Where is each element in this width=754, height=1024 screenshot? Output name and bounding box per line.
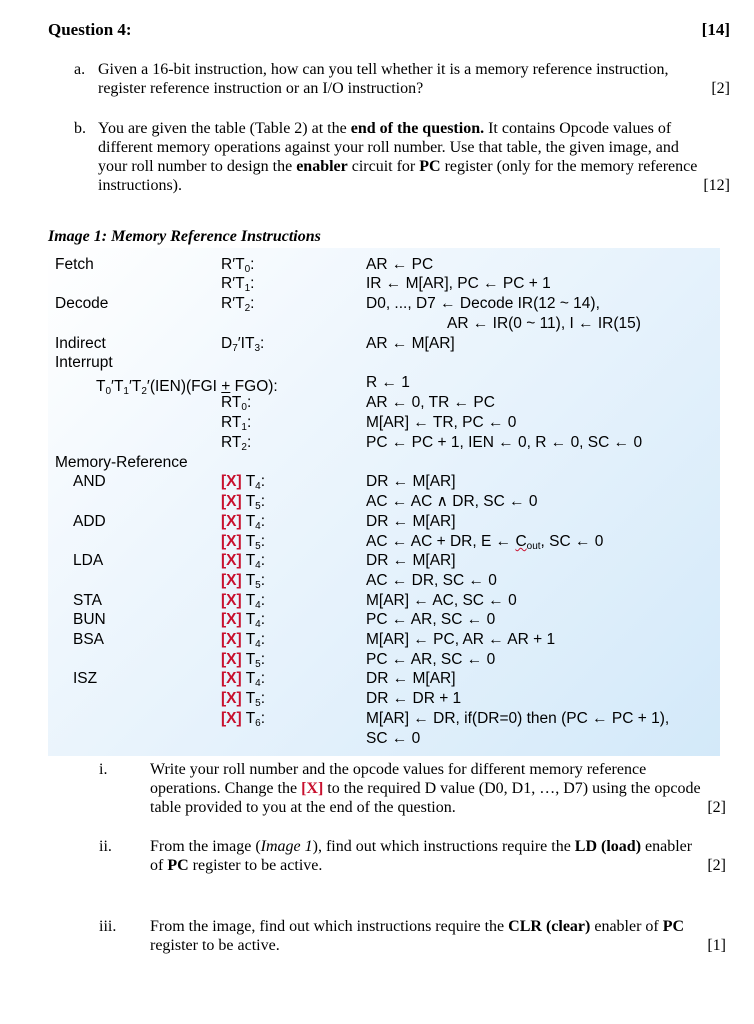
cond-fetch-t1: $R'T_1$: bbox=[221, 275, 255, 294]
label-bsa: BSA bbox=[73, 631, 105, 648]
label-and: AND bbox=[73, 473, 106, 490]
cond-bun-t4: [X] $T_4$: bbox=[221, 611, 266, 630]
op-bsa-1: M[AR] ← PC, AR ← AR + 1 bbox=[366, 631, 556, 648]
sub-iii-line1: From the image, find out which instructions require the CLR (clear) enabler of PC bbox=[150, 918, 685, 935]
op-decode-1: D0, ..., D7 ← Decode IR(12 ~ 14), bbox=[366, 295, 600, 312]
label-memory-reference: Memory-Reference bbox=[55, 454, 188, 471]
op-sta: M[AR] ← AC, SC ← 0 bbox=[366, 592, 517, 609]
part-b-line3: your roll number to design the enabler circuit for PC register (only for the memory reference bbox=[98, 158, 698, 175]
label-lda: LDA bbox=[73, 552, 104, 569]
sub-i-label: i. bbox=[99, 761, 108, 778]
op-isz-1: DR ← M[AR] bbox=[366, 670, 456, 687]
part-a-line1: Given a 16-bit instruction, how can you tell whether it is a memory reference instruction, bbox=[98, 61, 669, 78]
part-a-line2: register reference instruction or an I/O instruction? bbox=[98, 80, 424, 97]
cond-isz-t5: [X] $T_5$: bbox=[221, 690, 266, 709]
op-add-1: DR ← M[AR] bbox=[366, 513, 456, 530]
cond-rt0: $RT_0$: bbox=[221, 394, 252, 413]
cond-rt2: $RT_2$: bbox=[221, 434, 252, 453]
cond-lda-t5: [X] $T_5$: bbox=[221, 572, 266, 591]
cond-and-t5: [X] $T_5$: bbox=[221, 493, 266, 512]
sub-i-line1: Write your roll number and the opcode values for different memory reference bbox=[150, 761, 647, 778]
question-title: Question 4: bbox=[48, 20, 132, 39]
label-isz: ISZ bbox=[73, 670, 98, 687]
op-lda-1: DR ← M[AR] bbox=[366, 552, 456, 569]
op-fetch-1: AR ← PC bbox=[366, 256, 434, 273]
sub-iii-label: iii. bbox=[99, 918, 117, 935]
sub-ii-label: ii. bbox=[99, 838, 112, 855]
op-bun: PC ← AR, SC ← 0 bbox=[366, 611, 496, 628]
op-fetch-2: IR ← M[AR], PC ← PC + 1 bbox=[366, 275, 551, 292]
cond-indirect-t3: $D_7'IT_3$: bbox=[221, 335, 265, 354]
sub-i-line3: table provided to you at the end of the question. bbox=[150, 799, 456, 816]
cond-decode-t2: $R'T_2$: bbox=[221, 295, 255, 314]
cond-bsa-t4: [X] $T_4$: bbox=[221, 631, 266, 650]
image-caption: Image 1: Memory Reference Instructions bbox=[48, 228, 321, 245]
label-indirect: Indirect bbox=[55, 335, 106, 352]
cond-fetch-t0: $R'T_0$: bbox=[221, 256, 255, 275]
label-fetch: Fetch bbox=[55, 256, 94, 273]
cond-add-t5: [X] $T_5$: bbox=[221, 533, 266, 552]
sub-i-line2: operations. Change the [X] to the required D value (D0, D1, …, D7) using the opcode bbox=[150, 780, 701, 797]
cond-isz-t4: [X] $T_4$: bbox=[221, 670, 266, 689]
op-isz-2: DR ← DR + 1 bbox=[366, 690, 462, 707]
sub-iii-marks: [1] bbox=[707, 937, 726, 954]
label-sta: STA bbox=[73, 592, 102, 609]
label-interrupt: Interrupt bbox=[55, 354, 113, 371]
op-int-3: PC ← PC + 1, IEN ← 0, R ← 0, SC ← 0 bbox=[366, 434, 643, 451]
cond-lda-t4: [X] $T_4$: bbox=[221, 552, 266, 571]
cond-rt1: $RT_1$: bbox=[221, 414, 252, 433]
sub-ii-line2: of PC register to be active. bbox=[150, 857, 323, 874]
cond-interrupt: $T_0'T_1'T_2'(IEN)(FGI + FGO)$: bbox=[96, 378, 278, 397]
op-lda-2: AC ← DR, SC ← 0 bbox=[366, 572, 497, 589]
sub-ii-line1: From the image (Image 1), find out which instructions require the LD (load) enabler bbox=[150, 838, 693, 855]
op-isz-4: SC ← 0 bbox=[366, 730, 421, 747]
cond-bsa-t5: [X] $T_5$: bbox=[221, 651, 266, 670]
op-int-1: AR ← 0, TR ← PC bbox=[366, 394, 495, 411]
op-isz-3: M[AR] ← DR, if(DR=0) then (PC ← PC + 1), bbox=[366, 710, 670, 727]
part-b-line1: You are given the table (Table 2) at the end of the question. It contains Opcode values of bbox=[98, 120, 672, 137]
sub-ii-marks: [2] bbox=[707, 857, 726, 874]
op-bsa-2: PC ← AR, SC ← 0 bbox=[366, 651, 496, 668]
op-indirect: AR ← M[AR] bbox=[366, 335, 455, 352]
op-decode-2: AR ← IR(0 ~ 11), I ← IR(15) bbox=[447, 315, 641, 332]
cond-add-t4: [X] $T_4$: bbox=[221, 513, 266, 532]
label-decode: Decode bbox=[55, 295, 109, 312]
op-and-1: DR ← M[AR] bbox=[366, 473, 456, 490]
cond-and-t4: [X] $T_4$: bbox=[221, 473, 266, 492]
op-int-0: R ← 1 bbox=[366, 374, 410, 391]
label-bun: BUN bbox=[73, 611, 106, 628]
part-a-label: a. bbox=[74, 61, 86, 78]
sub-i-marks: [2] bbox=[707, 799, 726, 816]
op-int-2: M[AR] ← TR, PC ← 0 bbox=[366, 414, 517, 431]
part-a-marks: [2] bbox=[711, 80, 730, 97]
question-marks: [14] bbox=[701, 20, 730, 39]
part-b-line4: instructions). bbox=[98, 177, 182, 194]
op-and-2: AC ← AC ∧ DR, SC ← 0 bbox=[366, 493, 538, 510]
part-b-line2: different memory operations against your roll number. Use that table, the given image, and bbox=[98, 139, 679, 156]
label-add: ADD bbox=[73, 513, 106, 530]
op-add-2: AC ← AC + DR, E ← $C_{out}$, SC ← 0 bbox=[366, 533, 604, 552]
cond-sta-t4: [X] $T_4$: bbox=[221, 592, 266, 611]
part-b-label: b. bbox=[74, 120, 86, 137]
cond-isz-t6: [X] $T_6$: bbox=[221, 710, 266, 729]
sub-iii-line2: register to be active. bbox=[150, 937, 280, 954]
part-b-marks: [12] bbox=[703, 177, 730, 194]
